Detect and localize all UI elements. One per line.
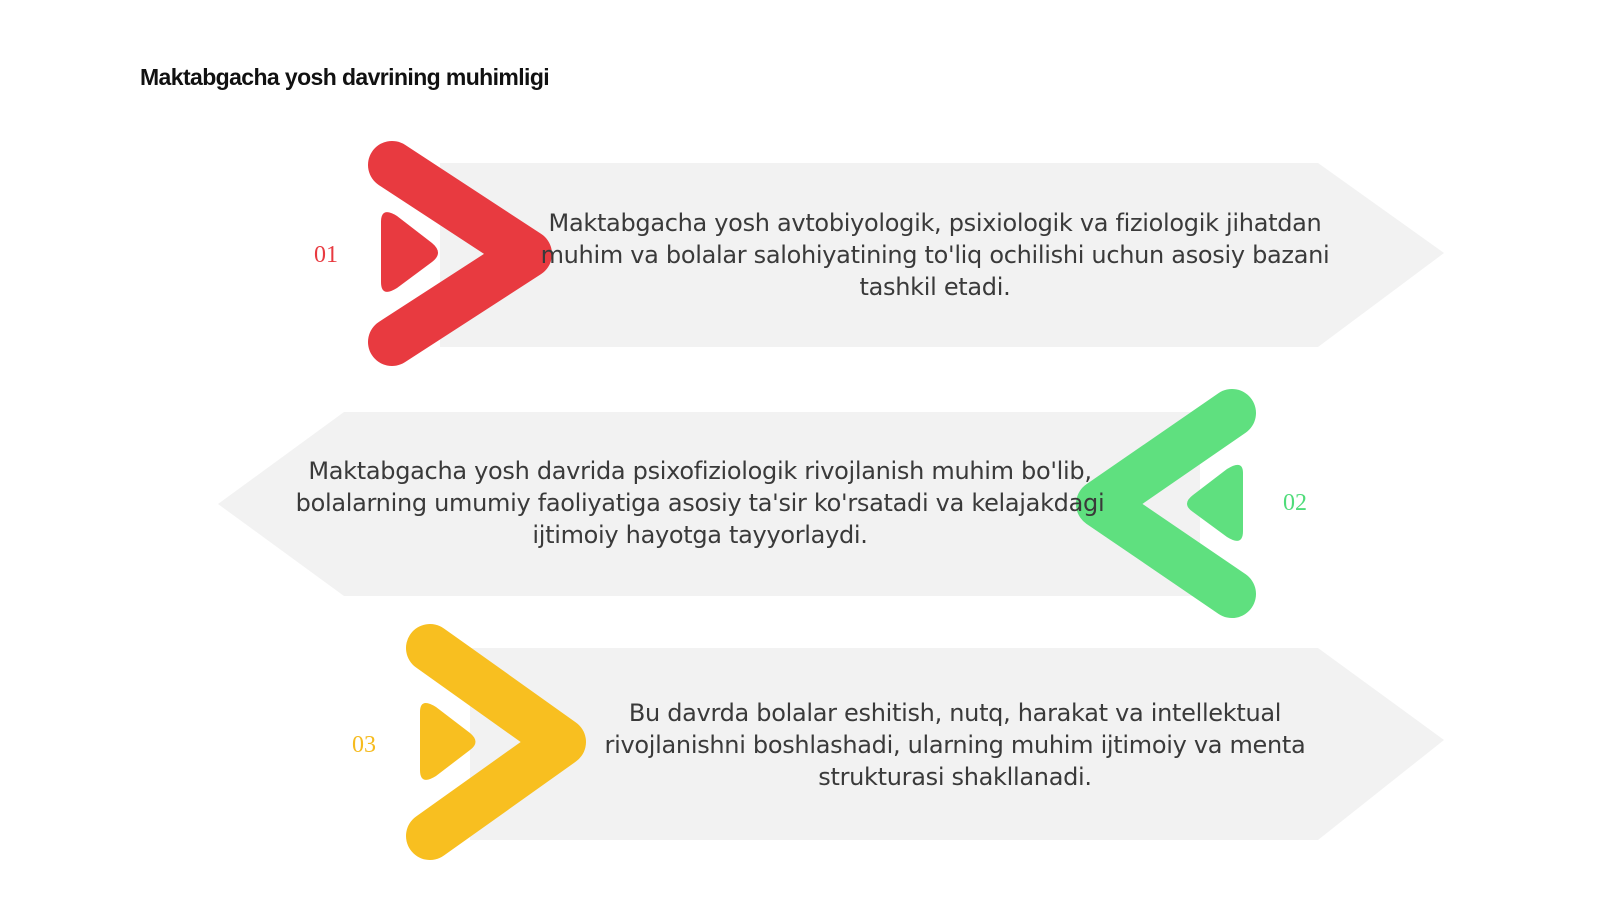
step-3-number: 03 xyxy=(352,732,376,758)
step-1-number: 01 xyxy=(314,242,338,268)
slide-title: Maktabgacha yosh davrining muhimligi xyxy=(140,64,550,90)
step-2-text: Maktabgacha yosh davrida psixofiziologik rivojlanish muhim bo'lib, bolalarning umumiy faoliyatiga asosiy ta'sir ko'rsatadi va kelajakdagi ijtimoiy hayotga tayyorlaydi. xyxy=(295,457,1105,549)
step-1-play-icon xyxy=(381,212,438,292)
step-1-text: Maktabgacha yosh avtobiyologik, psixiologik va fiziologik jihatdan muhim va bolalar salohiyatining to'liq ochilishi uchun asosiy bazani tashkil etadi. xyxy=(540,209,1330,301)
step-3-play-icon xyxy=(420,703,476,780)
step-3-text: Bu davrda bolalar eshitish, nutq, harakat va intellektual rivojlanishni boshlashadi, ularning muhim ijtimoiy va menta strukturasi shakllanadi. xyxy=(604,699,1306,791)
step-2-number: 02 xyxy=(1283,490,1307,516)
